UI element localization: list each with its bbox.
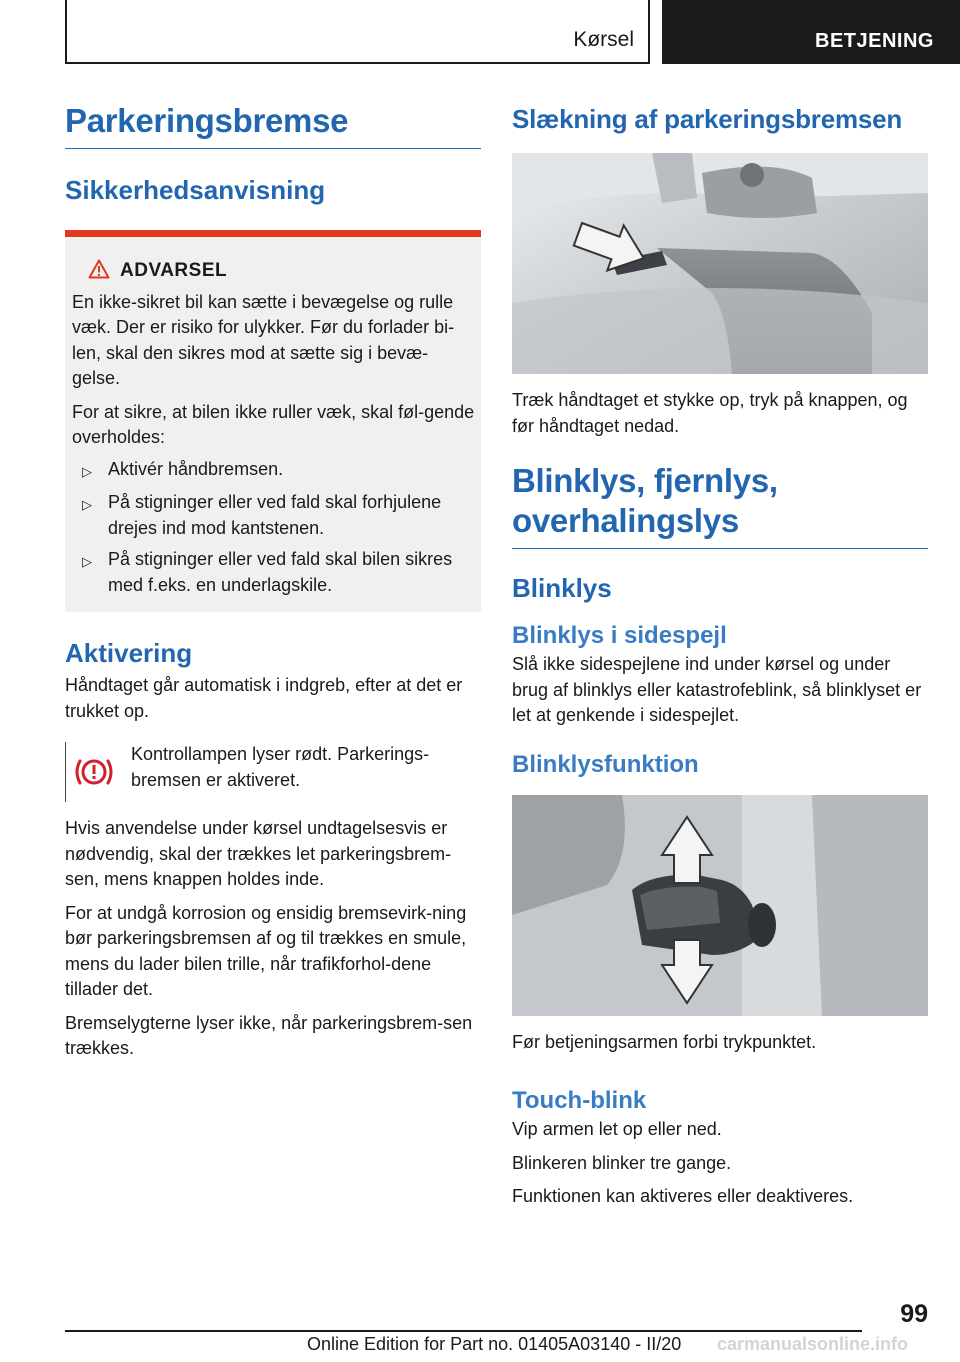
warning-box: [65, 237, 481, 613]
activation-text: Håndtaget går automatisk i indgreb, efter at det er trukket op.: [65, 675, 463, 721]
heading-safety: Sikkerhedsanvisning: [65, 174, 326, 205]
paragraph-brake-lights: Bremselygterne lyser ikke, når parkeringsbrem-sen trækkes.: [65, 1012, 473, 1059]
heading-mirror: Blinklys i sidespejl: [512, 622, 727, 650]
warning-header: [88, 259, 475, 284]
heading-activation: Aktivering: [65, 638, 193, 669]
page-number: 99: [900, 1300, 928, 1328]
list-item-text: På stigninger eller ved fald skal bilen sikres med f.eks. en underlagskile.: [108, 549, 453, 595]
warning-paragraph-1: En ikke-sikret bil kan sætte i bevægelse og rulle væk. Der er risiko for ulykker. Før du forlader bi-len, skal den sikres mod at sætte sig i bevæ-gelse.: [72, 291, 455, 389]
left-column: [65, 90, 481, 1062]
mirror-text: Slå ikke sidespejlene ind under kørsel og under brug af blinklys eller katastrofeblink, så blinklyset er let at genkende i sidespejlet.: [512, 654, 922, 726]
list-item: [72, 547, 475, 598]
turn-signal-lever-photo: [512, 795, 928, 1016]
handbrake-photo: [512, 153, 928, 374]
watermark: carmanualsonline.info: [716, 1334, 908, 1354]
warning-bar: [65, 230, 481, 237]
page-title-blinklys: Blinklys, fjernlys, overhalingslys: [512, 461, 928, 549]
right-column: [512, 90, 928, 1210]
list-item-text: Aktivér håndbremsen.: [108, 458, 284, 479]
list-item: [72, 490, 475, 541]
header-section-title: Kørsel: [573, 28, 634, 51]
heading-blinklys: Blinklys: [512, 573, 612, 604]
footer-divider: [65, 1330, 862, 1332]
parking-brake-warning-icon: [65, 742, 121, 802]
indicator-lamp-row: [65, 742, 481, 802]
paragraph-corrosion: For at undgå korrosion og ensidig bremsevirk-ning bør parkeringsbremsen af og til trækkes en smule, mens du lader bilen trille, når trafikforhol-dene tillader det.: [65, 902, 467, 1000]
paragraph-emergency: Hvis anvendelse under kørsel undtagelsesvis er nødvendig, skal der trækkes let parkeringsbrem-sen, mens knappen holdes inde.: [65, 818, 452, 890]
triangle-right-icon: ▷: [82, 497, 92, 513]
function-caption: Før betjeningsarmen forbi trykpunktet.: [512, 1031, 817, 1052]
warning-paragraph-2: For at sikre, at bilen ikke ruller væk, skal føl-gende overholdes:: [72, 401, 475, 448]
header-section-box: [65, 0, 650, 64]
list-item-text: På stigninger eller ved fald skal forhjulene drejes ind mod kantstenen.: [108, 492, 442, 538]
heading-function: Blinklysfunktion: [512, 750, 699, 778]
heading-release: Slækning af parkeringsbremsen: [512, 104, 903, 134]
touch-line-1: Vip armen let op eller ned.: [512, 1119, 722, 1140]
warning-triangle-icon: [88, 259, 110, 284]
release-caption: Træk håndtaget et stykke op, tryk på knappen, og før håndtaget nedad.: [512, 390, 908, 436]
triangle-right-icon: ▷: [82, 554, 92, 570]
header-chapter-tab: BETJENING: [662, 0, 960, 64]
touch-line-2: Blinkeren blinker tre gange.: [512, 1152, 732, 1173]
footer-edition: Online Edition for Part no. 01405A03140 - II/20: [307, 1334, 682, 1354]
warning-bullet-list: [72, 457, 475, 599]
page-title-parkeringsbremse: Parkeringsbremse: [65, 102, 481, 149]
touch-line-3: Funktionen kan aktiveres eller deaktiveres.: [512, 1186, 854, 1207]
list-item: [72, 457, 475, 485]
triangle-right-icon: ▷: [82, 463, 92, 479]
heading-touch-blink: Touch-blink: [512, 1087, 647, 1115]
lamp-text: Kontrollampen lyser rødt. Parkerings-bremsen er aktiveret.: [131, 744, 430, 790]
warning-label: ADVARSEL: [120, 260, 228, 282]
